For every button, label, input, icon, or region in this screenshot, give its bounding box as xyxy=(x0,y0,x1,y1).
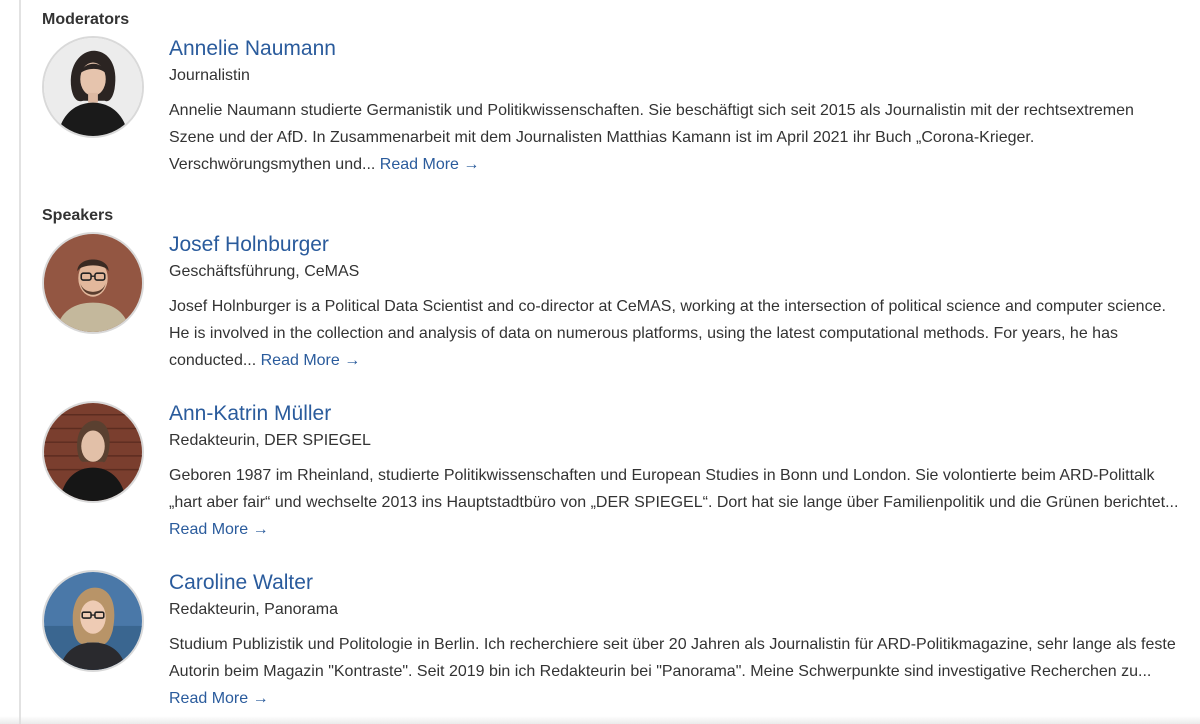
portrait-woman-dark-hair-icon[interactable] xyxy=(42,36,144,138)
arrow-right-icon: → xyxy=(252,690,269,707)
person-name-link[interactable]: Caroline Walter xyxy=(169,571,313,594)
person-role: Journalistin xyxy=(169,67,250,84)
person-role: Geschäftsführung, CeMAS xyxy=(169,263,360,280)
person-name-link[interactable]: Josef Holnburger xyxy=(169,233,329,256)
person-role: Redakteurin, Panorama xyxy=(169,601,338,618)
arrow-right-icon: → xyxy=(252,521,269,538)
speakers-heading: Speakers xyxy=(42,207,114,224)
person-role: Redakteurin, DER SPIEGEL xyxy=(169,432,371,449)
read-more-link[interactable] xyxy=(380,156,480,173)
left-border-line xyxy=(19,0,21,724)
read-more-link[interactable] xyxy=(169,690,269,707)
bottom-scroll-shadow xyxy=(0,716,1200,724)
person-bio xyxy=(169,293,1179,374)
read-more-link[interactable] xyxy=(261,352,361,369)
read-more-label: Read More xyxy=(169,521,249,538)
portrait-man-glasses-beard-icon[interactable] xyxy=(42,232,144,334)
portrait-woman-blonde-glasses-icon[interactable] xyxy=(42,570,144,672)
read-more-label: Read More xyxy=(169,690,249,707)
bio-text: Studium Publizistik und Politologie in Berlin. Ich recherchiere seit über 20 Jahren als Journalistin für ARD-Politikmagazine, sehr lange als feste Autorin beim Magazin "Kontraste". Seit 2019 bin ich Redakteurin bei "Panorama". Meine Schwerpunkte sind investigative Recherchen zu... xyxy=(169,636,1176,680)
person-name-link[interactable]: Ann-Katrin Müller xyxy=(169,402,332,425)
read-more-label: Read More xyxy=(260,352,340,369)
person-info xyxy=(169,401,1179,543)
bio-text: Josef Holnburger is a Political Data Scientist and co-director at CeMAS, working at the intersection of political science and computer science. He is involved in the collection and analysis of data on numerous platforms, using the latest computational methods. For years, he has conducted... xyxy=(169,298,1166,369)
person-name-link[interactable]: Annelie Naumann xyxy=(169,37,336,60)
read-more-link[interactable] xyxy=(169,521,269,538)
person-bio xyxy=(169,631,1179,712)
bio-text: Geboren 1987 im Rheinland, studierte Politikwissenschaften und European Studies in Bonn und London. Sie volontierte beim ARD-Polittalk „hart aber fair“ und wechselte 2013 ins Hauptstadtbüro von „DER SPIEGEL“. Dort hat sie lange über Familienpolitik und die Grünen berichtet... xyxy=(169,467,1179,511)
person-bio xyxy=(169,462,1179,543)
arrow-right-icon: → xyxy=(463,156,480,173)
read-more-label: Read More xyxy=(379,156,459,173)
person-info xyxy=(169,36,1179,178)
arrow-right-icon: → xyxy=(344,352,361,369)
person-info xyxy=(169,570,1179,712)
person-info xyxy=(169,232,1179,374)
moderators-heading: Moderators xyxy=(42,11,130,28)
person-bio xyxy=(169,97,1179,178)
portrait-woman-brick-wall-icon[interactable] xyxy=(42,401,144,503)
bio-text: Annelie Naumann studierte Germanistik und Politikwissenschaften. Sie beschäftigt sich seit 2015 als Journalistin mit der rechtsextremen Szene und der AfD. In Zusammenarbeit mit dem Journalisten Matthias Kamann ist im April 2021 ihr Buch „Corona-Krieger. Verschwörungsmythen und... xyxy=(169,102,1134,173)
